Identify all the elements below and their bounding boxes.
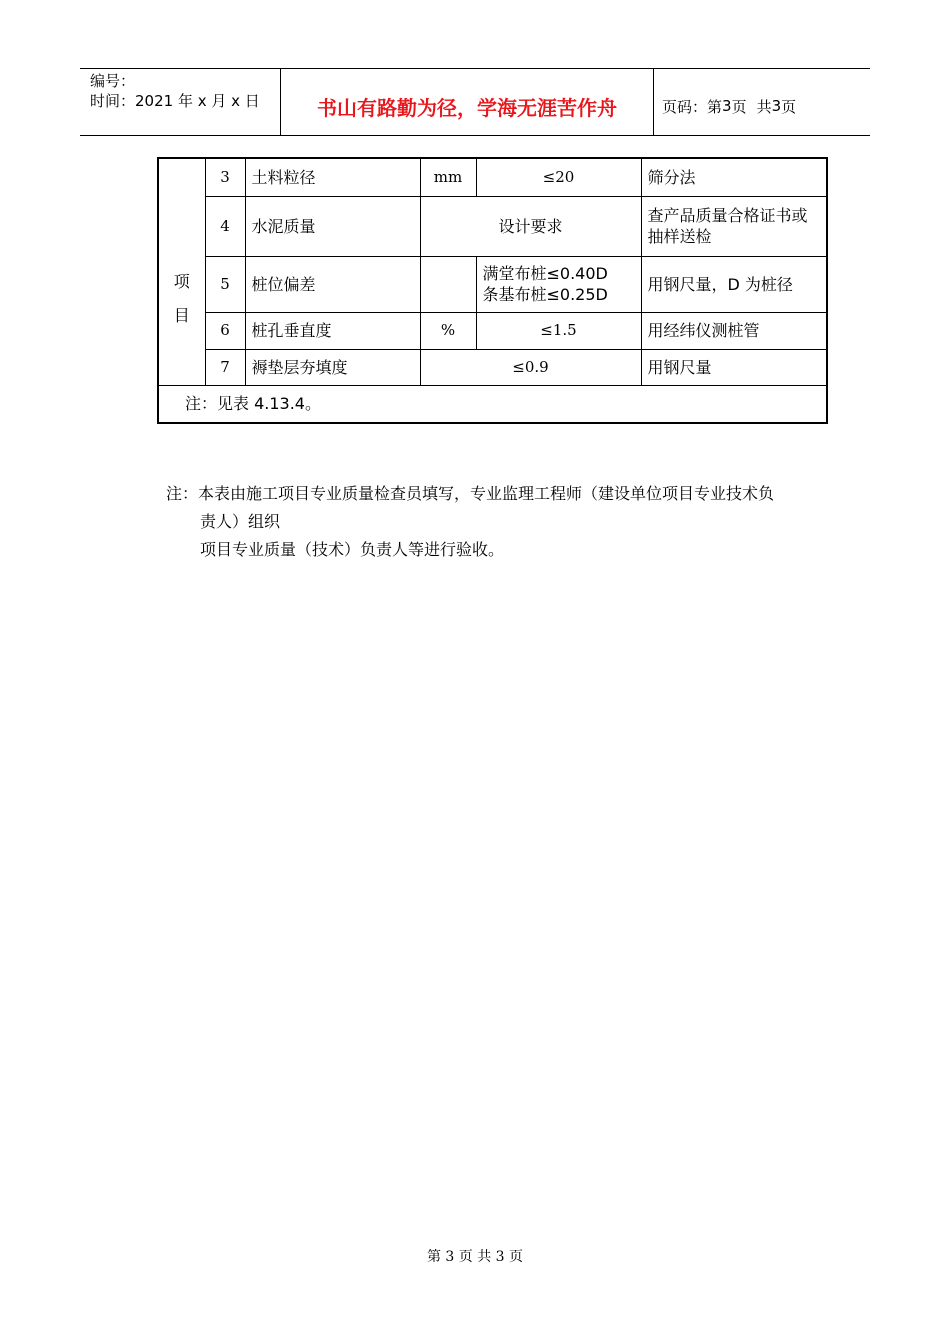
group-label-line1: 项 — [173, 271, 190, 291]
page-footer-number: 第 3 页 共 3 页 — [426, 1249, 524, 1265]
group-label-line2: 目 — [173, 305, 190, 325]
row-value: ≤0.9 — [420, 349, 641, 385]
header-motto: 书山有路勤为径，学海无涯苦作舟 — [281, 69, 654, 135]
table-note: 注：见表 4.13.4。 — [158, 385, 827, 423]
document-time-label: 时间：2021 年 x 月 x 日 — [90, 92, 260, 110]
row-unit: % — [420, 312, 476, 349]
row-method: 筛分法 — [641, 158, 827, 196]
row-value-line2: 条基布桩≤0.25D — [482, 285, 608, 304]
table-row — [158, 312, 827, 349]
row-unit: mm — [420, 158, 476, 196]
table-note-row — [158, 385, 827, 423]
row-number: 5 — [205, 256, 245, 312]
page-total-label: 共 — [756, 97, 772, 116]
table-row — [158, 196, 827, 256]
page-mid: 页 — [731, 97, 747, 116]
footnote-line1: 注：本表由施工项目专业质量检查员填写，专业监理工程师（建设单位项目专业技术负 — [166, 484, 775, 503]
page-current: 3 — [722, 97, 732, 115]
row-method: 用经纬仪测桩管 — [641, 312, 827, 349]
row-method: 查产品质量合格证书或抽样送检 — [641, 196, 827, 256]
document-number-label: 编号： — [90, 72, 136, 90]
table-row — [158, 349, 827, 385]
footnote-line2: 责人）组织 — [200, 512, 281, 531]
row-item: 桩位偏差 — [245, 256, 420, 312]
row-number: 7 — [205, 349, 245, 385]
row-method: 用钢尺量，D 为桩径 — [641, 256, 827, 312]
footnote-line3: 项目专业质量（技术）负责人等进行验收。 — [200, 540, 505, 559]
row-value: 设计要求 — [420, 196, 641, 256]
page-label: 页码：第 — [662, 97, 723, 116]
table-row — [158, 256, 827, 312]
inspection-table — [157, 157, 828, 424]
row-value — [476, 256, 641, 312]
row-value: ≤1.5 — [476, 312, 641, 349]
group-label-cell — [158, 158, 205, 385]
header-page-info — [654, 69, 870, 135]
row-item: 褥垫层夯填度 — [245, 349, 420, 385]
row-item: 桩孔垂直度 — [245, 312, 420, 349]
row-number: 3 — [205, 158, 245, 196]
row-unit — [420, 256, 476, 312]
row-number: 6 — [205, 312, 245, 349]
row-item: 水泥质量 — [245, 196, 420, 256]
table-row — [158, 158, 827, 196]
page-end: 页 — [781, 97, 797, 116]
row-number: 4 — [205, 196, 245, 256]
page-header — [80, 68, 870, 136]
row-method: 用钢尺量 — [641, 349, 827, 385]
row-item: 土料粒径 — [245, 158, 420, 196]
row-value-line1: 满堂布桩≤0.40D — [482, 264, 608, 283]
page-total: 3 — [771, 97, 782, 115]
header-meta — [80, 69, 281, 135]
footnote — [166, 480, 826, 564]
row-value: ≤20 — [476, 158, 641, 196]
